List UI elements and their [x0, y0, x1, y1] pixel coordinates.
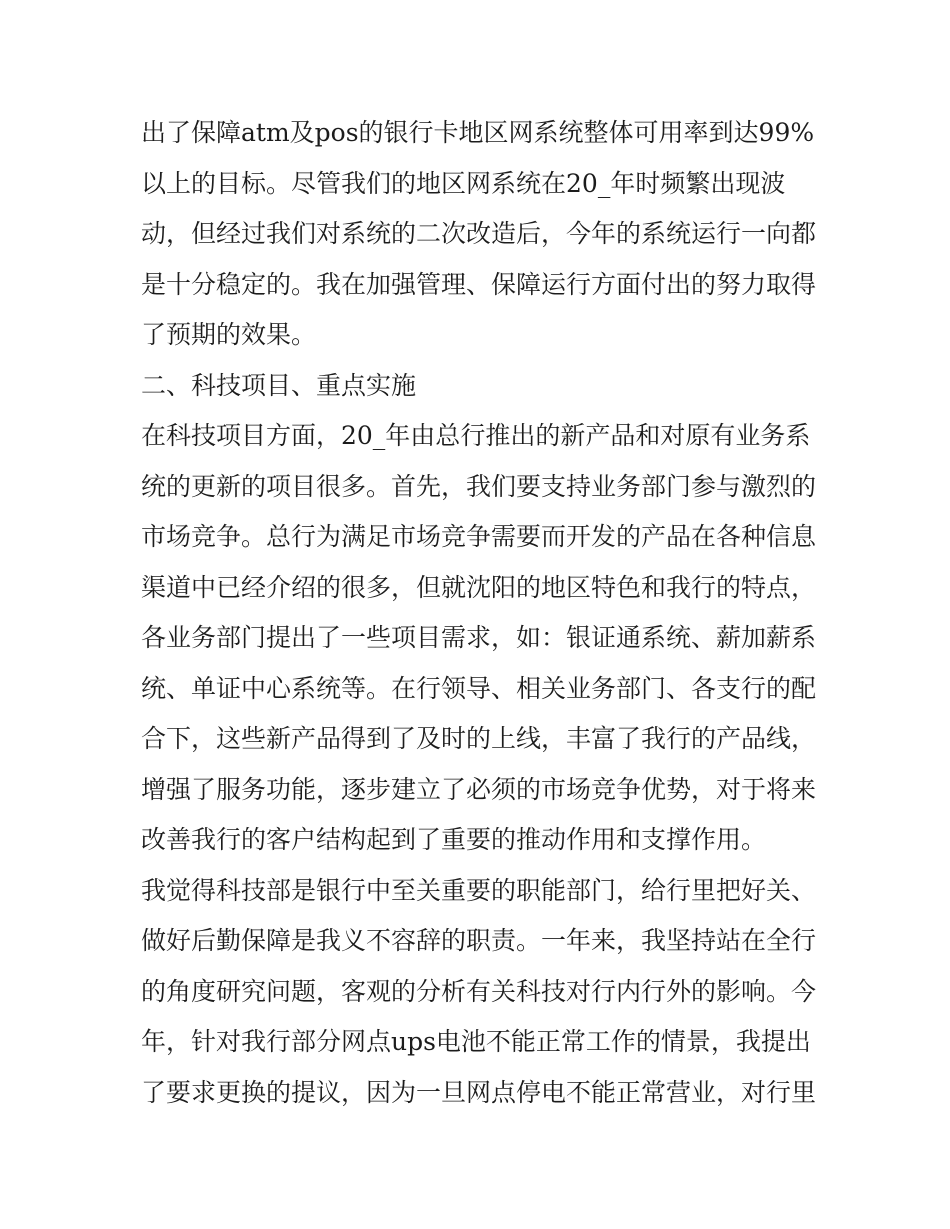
text-line: 是十分稳定的。我在加强管理、保障运行方面付出的努力取得: [141, 269, 817, 299]
text-line: 在科技项目方面，20_年由总行推出的新产品和对原有业务系: [141, 421, 811, 450]
text-line: 动，但经过我们对系统的二次改造后，今年的系统运行一向都: [141, 219, 817, 248]
text-line: 统、单证中心系统等。在行领导、相关业务部门、各支行的配: [141, 673, 817, 703]
text-line: 增强了服务功能，逐步建立了必须的市场竞争优势，对于将来: [141, 774, 817, 804]
section-heading: 二、科技项目、重点实施: [141, 370, 417, 400]
document-body: [141, 108, 817, 1118]
text-line: 我觉得科技部是银行中至关重要的职能部门，给行里把好关、: [141, 875, 817, 905]
text-line: 各业务部门提出了一些项目需求，如：银证通系统、薪加薪系: [141, 623, 817, 652]
text-line: 统的更新的项目很多。首先，我们要支持业务部门参与激烈的: [141, 471, 817, 501]
text-line: 年，针对我行部分网点ups电池不能正常工作的情景，我提出: [141, 1027, 811, 1056]
text-line: 改善我行的客户结构起到了重要的推动作用和支撑作用。: [141, 825, 767, 854]
text-line: 了预期的效果。: [141, 320, 317, 349]
text-line: 市场竞争。总行为满足市场竞争需要而开发的产品在各种信息: [141, 522, 817, 551]
text-line: 以上的目标。尽管我们的地区网系统在20_年时频繁出现波: [141, 168, 786, 198]
text-line: 渠道中已经介绍的很多，但就沈阳的地区特色和我行的特点，: [141, 572, 817, 602]
text-line: 做好后勤保障是我义不容辞的职责。一年来，我坚持站在全行: [141, 926, 817, 955]
text-line: 合下，这些新产品得到了及时的上线，丰富了我行的产品线，: [141, 724, 817, 753]
text-line: 了要求更换的提议，因为一旦网点停电不能正常营业，对行里: [141, 1077, 817, 1107]
text-line: 的角度研究问题，客观的分析有关科技对行内行外的影响。今: [141, 976, 817, 1006]
text-line: 出了保障atm及pos的银行卡地区网系统整体可用率到达99%: [141, 118, 815, 147]
